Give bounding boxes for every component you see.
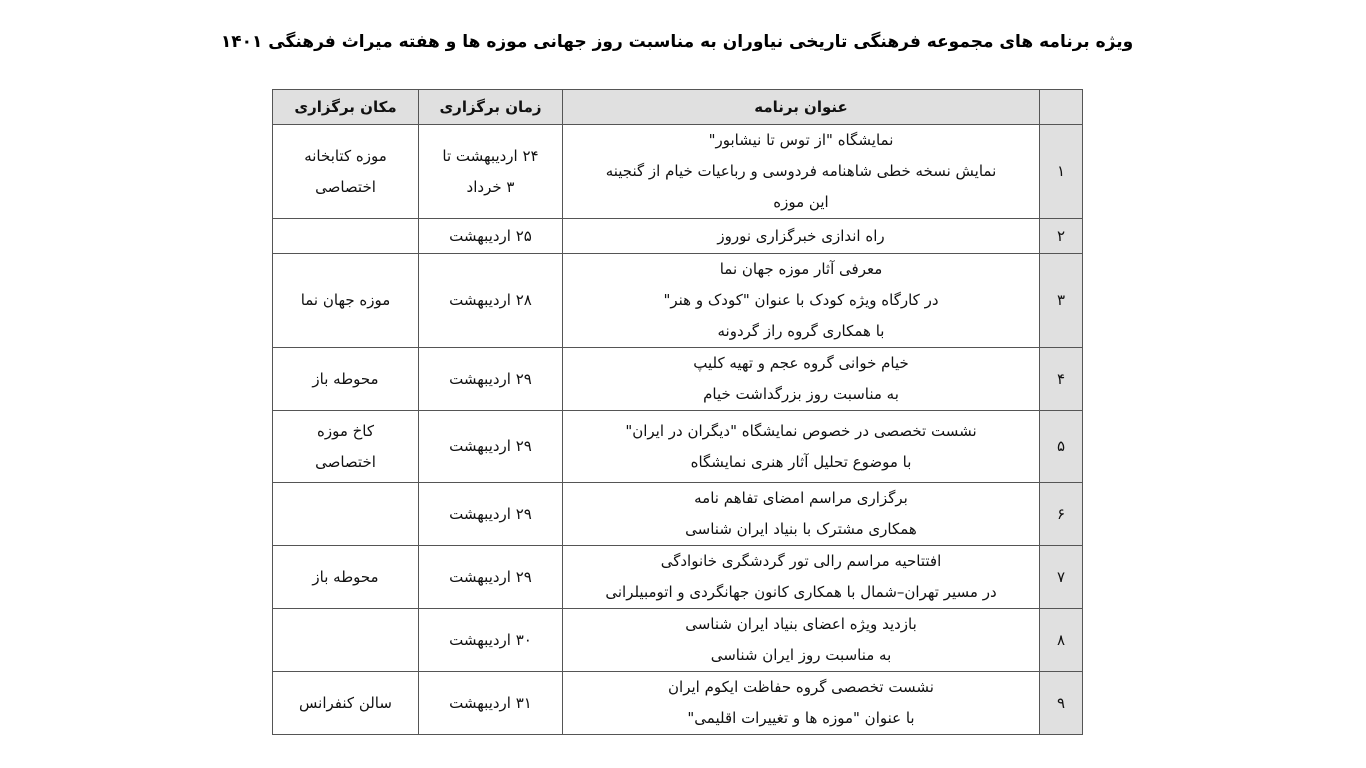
event-time-cell bbox=[419, 546, 563, 609]
time-line: ۲۹ اردیبهشت bbox=[449, 567, 532, 586]
row-number: ۹ bbox=[1040, 672, 1083, 735]
title-line: در مسیر تهران–شمال با همکاری کانون جهانگردی و اتومبیلرانی bbox=[605, 583, 997, 601]
event-place-cell bbox=[273, 411, 419, 483]
row-number: ۴ bbox=[1040, 348, 1083, 411]
row-number: ۱ bbox=[1040, 125, 1083, 219]
table-row bbox=[273, 672, 1083, 735]
program-title-cell bbox=[563, 483, 1040, 546]
title-line: نشست تخصصی در خصوص نمایشگاه "دیگران در ایران" bbox=[625, 421, 977, 440]
row-number: ۲ bbox=[1040, 219, 1083, 254]
place-line: سالن کنفرانس bbox=[299, 693, 392, 712]
place-line: محوطه باز bbox=[312, 567, 379, 586]
event-time-cell bbox=[419, 672, 563, 735]
event-time-cell bbox=[419, 348, 563, 411]
place-line: محوطه باز bbox=[312, 369, 379, 388]
table-row bbox=[273, 411, 1083, 483]
program-title-cell bbox=[563, 348, 1040, 411]
place-line: موزه کتابخانه bbox=[304, 146, 387, 165]
event-time-cell bbox=[419, 219, 563, 254]
program-title-cell bbox=[563, 609, 1040, 672]
time-line: ۲۸ اردیبهشت bbox=[449, 291, 532, 309]
header-event-time: زمان برگزاری bbox=[419, 90, 563, 125]
time-line: ۲۹ اردیبهشت bbox=[449, 369, 532, 388]
document-title: ویژه برنامه های مجموعه فرهنگی تاریخی نیاوران به مناسبت روز جهانی موزه ها و هفته میراث فرهنگی ۱۴۰۱ bbox=[220, 32, 1134, 52]
event-time-cell bbox=[419, 609, 563, 672]
event-time-cell bbox=[419, 483, 563, 546]
program-schedule-table bbox=[272, 89, 1083, 735]
program-title-cell bbox=[563, 546, 1040, 609]
program-title-cell bbox=[563, 672, 1040, 735]
title-line: به مناسبت روز ایران شناسی bbox=[710, 646, 892, 664]
row-number: ۷ bbox=[1040, 546, 1083, 609]
event-time-cell bbox=[419, 254, 563, 348]
table-row bbox=[273, 609, 1083, 672]
program-title-cell bbox=[563, 411, 1040, 483]
event-place-cell bbox=[273, 546, 419, 609]
header-program-title: عنوان برنامه bbox=[563, 90, 1040, 125]
title-line: معرفی آثار موزه جهان نما bbox=[719, 260, 883, 278]
event-place-cell bbox=[273, 125, 419, 219]
table-row bbox=[273, 219, 1083, 254]
title-line: به مناسبت روز بزرگداشت خیام bbox=[703, 385, 899, 403]
time-line: ۳۰ اردیبهشت bbox=[449, 630, 532, 649]
time-line: ۲۹ اردیبهشت bbox=[449, 437, 532, 455]
table-row bbox=[273, 546, 1083, 609]
title-line: با موضوع تحلیل آثار هنری نمایشگاه bbox=[690, 452, 912, 471]
table-row bbox=[273, 125, 1083, 219]
time-line: ۲۴ اردیبهشت تا bbox=[442, 146, 539, 165]
event-place-cell bbox=[273, 609, 419, 672]
title-line: افتتاحیه مراسم رالی تور گردشگری خانوادگی bbox=[660, 552, 942, 570]
time-line: ۳۱ اردیبهشت bbox=[449, 693, 532, 712]
event-place-cell bbox=[273, 254, 419, 348]
header-event-place: مکان برگزاری bbox=[273, 90, 419, 125]
title-line: نمایش نسخه خطی شاهنامه فردوسی و رباعیات خیام از گنجینه bbox=[605, 162, 997, 180]
title-line: راه اندازی خبرگزاری نوروز bbox=[717, 226, 885, 245]
place-line: کاخ موزه bbox=[316, 421, 375, 440]
place-line: اختصاصی bbox=[315, 452, 376, 471]
event-place-cell bbox=[273, 348, 419, 411]
title-line: خیام خوانی گروه عجم و تهیه کلیپ bbox=[693, 354, 909, 372]
title-line: برگزاری مراسم امضای تفاهم نامه bbox=[694, 489, 908, 507]
program-title-cell bbox=[563, 219, 1040, 254]
event-place-cell bbox=[273, 219, 419, 254]
program-title-cell bbox=[563, 254, 1040, 348]
event-place-cell bbox=[273, 672, 419, 735]
title-line: با همکاری گروه راز گردونه bbox=[717, 322, 885, 340]
row-number: ۸ bbox=[1040, 609, 1083, 672]
row-number: ۵ bbox=[1040, 411, 1083, 483]
row-number: ۶ bbox=[1040, 483, 1083, 546]
place-line: موزه جهان نما bbox=[300, 291, 391, 309]
row-number: ۳ bbox=[1040, 254, 1083, 348]
title-line: نمایشگاه "از توس تا نیشابور" bbox=[708, 131, 894, 149]
table-row bbox=[273, 483, 1083, 546]
program-title-cell bbox=[563, 125, 1040, 219]
table-row bbox=[273, 254, 1083, 348]
title-line: بازدید ویژه اعضای بنیاد ایران شناسی bbox=[685, 615, 917, 633]
event-time-cell bbox=[419, 125, 563, 219]
table-row bbox=[273, 348, 1083, 411]
title-line: این موزه bbox=[773, 193, 829, 211]
table-header-row bbox=[273, 90, 1083, 125]
header-number bbox=[1040, 90, 1083, 125]
time-line: ۲۵ اردیبهشت bbox=[449, 226, 532, 245]
title-line: نشست تخصصی گروه حفاظت ایکوم ایران bbox=[668, 678, 934, 696]
event-time-cell bbox=[419, 411, 563, 483]
place-line: اختصاصی bbox=[315, 177, 376, 196]
event-place-cell bbox=[273, 483, 419, 546]
title-line: در کارگاه ویژه کودک با عنوان "کودک و هنر" bbox=[663, 291, 939, 309]
time-line: ۳ خرداد bbox=[466, 177, 515, 196]
time-line: ۲۹ اردیبهشت bbox=[449, 504, 532, 523]
title-line: با عنوان "موزه ها و تغییرات اقلیمی" bbox=[687, 709, 915, 727]
title-line: همکاری مشترک با بنیاد ایران شناسی bbox=[685, 520, 917, 538]
